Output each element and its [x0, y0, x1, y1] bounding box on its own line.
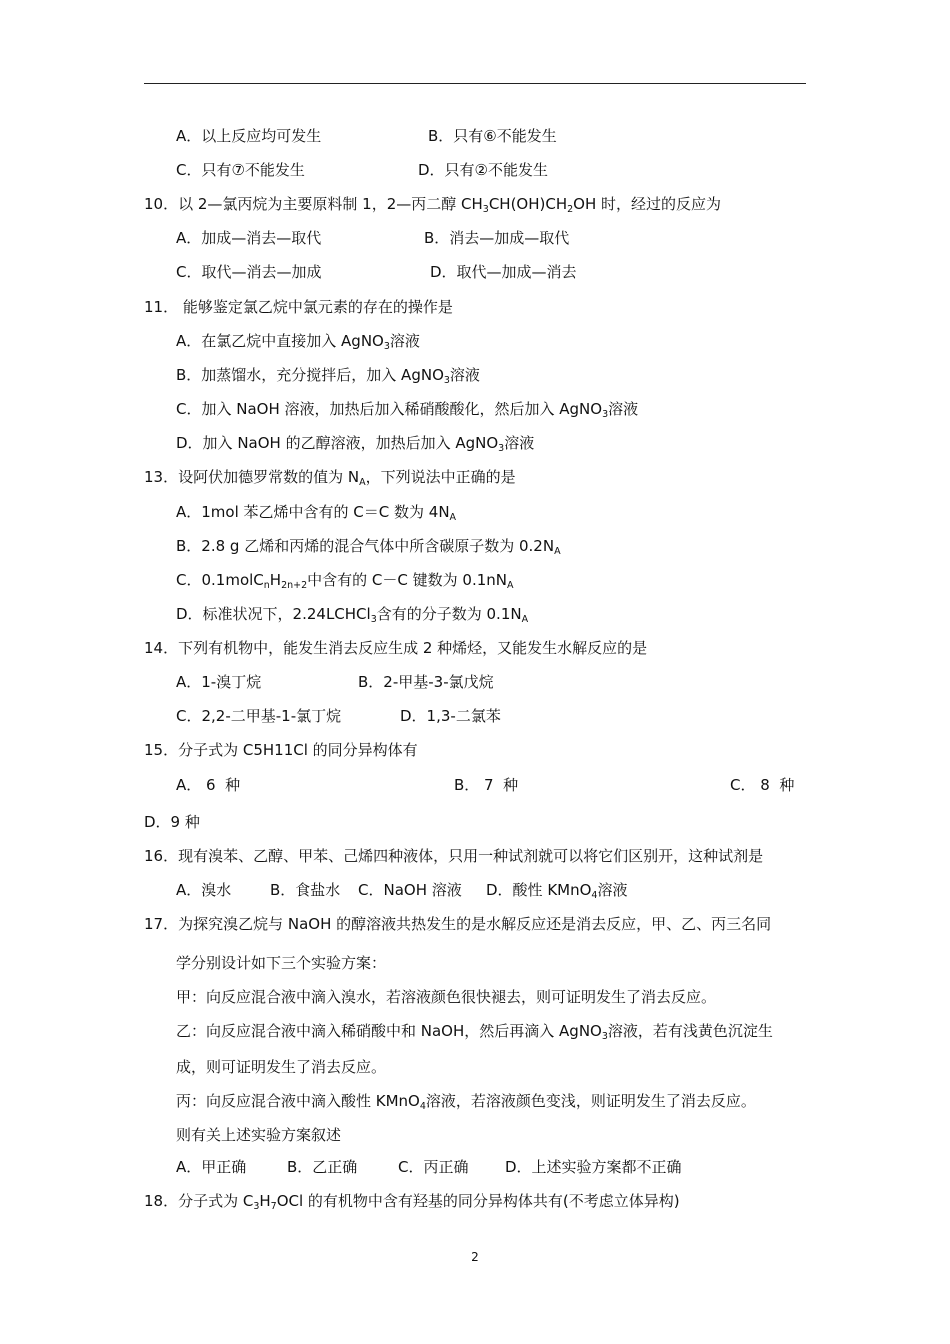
option-line: D．只有②不能发生	[418, 161, 548, 179]
option-line: D．上述实验方案都不正确	[505, 1158, 682, 1176]
option-line: A． 6 种	[176, 776, 241, 794]
option-line: D．9 种	[144, 813, 200, 831]
option-line: D．标准状况下，2.24LCHCl$_3$含有的分子数为 $0.1N_A$	[176, 605, 529, 625]
option-line: C．取代—消去—加成	[176, 263, 322, 281]
option-line: A．以上反应均可发生	[176, 127, 322, 145]
option-line: C． 8 种	[730, 776, 795, 794]
option-line: B． 7 种	[454, 776, 519, 794]
option-line: A．1-溴丁烷	[176, 673, 262, 691]
option-line: A．1mol 苯乙烯中含有的 C＝C 数为 $4N_A$	[176, 503, 457, 523]
option-line: C．加入 NaOH 溶液，加热后加入稀硝酸酸化，然后加入 AgNO$_3$溶液	[176, 400, 639, 420]
header-rule	[144, 83, 806, 84]
option-line: B．2.8 g 乙烯和丙烯的混合气体中所含碳原子数为 $0.2N_A$	[176, 537, 561, 557]
option-line: B．2-甲基-3-氯戊烷	[358, 673, 494, 691]
page-number: 2	[471, 1250, 479, 1264]
option-line: A．在氯乙烷中直接加入 AgNO$_3$溶液	[176, 332, 420, 352]
question-18: 18．分子式为 $C_3H_7OCl$ 的有机物中含有羟基的同分异构体共有(不考虑立体异构)	[144, 1192, 680, 1212]
question-10: 10．以 2—氯丙烷为主要原料制 1，2—丙二醇 $CH_3CH(OH)CH_2OH$ 时，经过的反应为	[144, 195, 722, 215]
option-line: D．取代—加成—消去	[430, 263, 577, 281]
option-line: B．消去—加成—取代	[424, 229, 570, 247]
option-line: A．加成—消去—取代	[176, 229, 322, 247]
question-14: 14．下列有机物中，能发生消去反应生成 2 种烯烃，又能发生水解反应的是	[144, 639, 648, 657]
option-line: C．只有⑦不能发生	[176, 161, 305, 179]
question-13: 13．设阿伏加德罗常数的值为 $N_A$，下列说法中正确的是	[144, 468, 516, 488]
question-17: 17．为探究溴乙烷与 NaOH 的醇溶液共热发生的是水解反应还是消去反应，甲、乙、丙三名同	[144, 915, 772, 933]
option-line: D．酸性 KMnO$_4$溶液	[486, 881, 628, 901]
text-line: 则有关上述实验方案叙述	[176, 1126, 342, 1144]
option-line: C．$0.1molC_nH_{2n+2}$中含有的 C－C 键数为 $0.1nN_A$	[176, 571, 514, 591]
text-line: 丙：向反应混合液中滴入酸性 KMnO$_4$溶液，若溶液颜色变浅，则证明发生了消去反应。	[176, 1092, 756, 1112]
option-line: B．食盐水	[270, 881, 341, 899]
option-line: A．甲正确	[176, 1158, 247, 1176]
option-line: C．2,2-二甲基-1-氯丁烷	[176, 707, 342, 725]
text-line: 甲：向反应混合液中滴入溴水，若溶液颜色很快褪去，则可证明发生了消去反应。	[176, 988, 717, 1006]
option-line: B．乙正确	[287, 1158, 358, 1176]
option-line: B．加蒸馏水，充分搅拌后，加入 AgNO$_3$溶液	[176, 366, 480, 386]
text-line: 乙：向反应混合液中滴入稀硝酸中和 NaOH，然后再滴入 AgNO$_3$溶液，若有浅黄色沉淀生	[176, 1022, 773, 1042]
option-line: D．1,3-二氯苯	[400, 707, 501, 725]
text-line: 成，则可证明发生了消去反应。	[176, 1058, 387, 1076]
question-15: 15．分子式为 C5H11Cl 的同分异构体有	[144, 741, 418, 759]
option-line: B．只有⑥不能发生	[428, 127, 557, 145]
option-line: C．NaOH 溶液	[358, 881, 462, 899]
option-line: C．丙正确	[398, 1158, 469, 1176]
question-16: 16．现有溴苯、乙醇、甲苯、己烯四种液体，只用一种试剂就可以将它们区别开，这种试剂是	[144, 847, 764, 865]
question-11: 11． 能够鉴定氯乙烷中氯元素的存在的操作是	[144, 298, 453, 316]
text-line: 学分别设计如下三个实验方案：	[176, 954, 387, 972]
option-line: A．溴水	[176, 881, 232, 899]
option-line: D．加入 NaOH 的乙醇溶液，加热后加入 AgNO$_3$溶液	[176, 434, 535, 454]
